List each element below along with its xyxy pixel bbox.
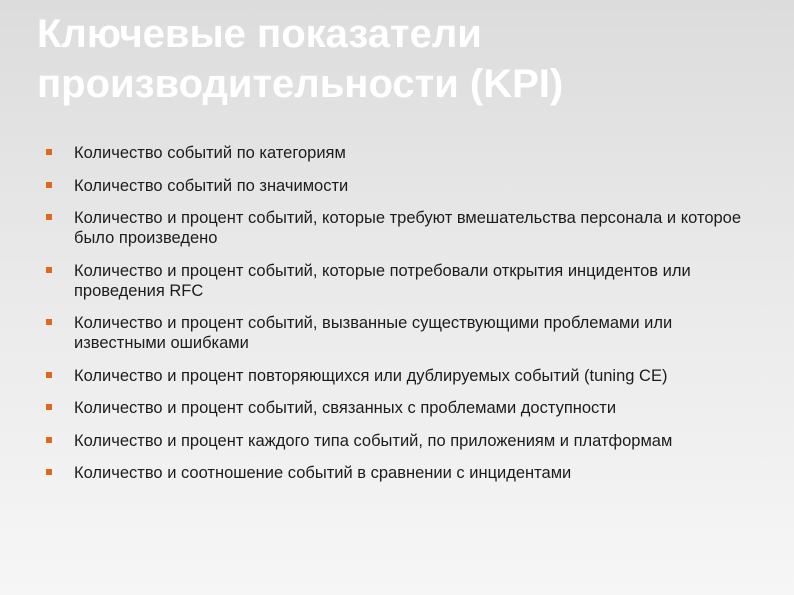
bullet-text: Количество и процент событий, которые требуют вмешательства персонала и которое было произведено	[74, 209, 742, 247]
bullet-text: Количество и процент событий, связанных с проблемами доступности	[74, 399, 617, 417]
bullet-item	[44, 208, 764, 248]
bullet-item	[44, 366, 764, 386]
bullet-item	[44, 261, 764, 301]
bullet-text: Количество и процент событий, вызванные существующими проблемами или известными ошибками	[74, 314, 673, 352]
bullet-item	[44, 463, 764, 483]
bullet-square-icon	[46, 214, 52, 220]
bullet-square-icon	[46, 404, 52, 410]
bullet-item	[44, 431, 764, 451]
bullet-square-icon	[46, 372, 52, 378]
bullet-text: Количество и процент событий, которые потребовали открытия инцидентов или проведения RFC	[74, 261, 691, 300]
bullet-item	[44, 143, 764, 163]
bullet-square-icon	[46, 437, 52, 443]
bullet-item	[44, 313, 764, 353]
bullet-item	[44, 176, 764, 196]
bullet-item	[44, 398, 764, 418]
bullet-text: Количество и процент повторяющихся или дублируемых событий (tuning CE)	[74, 366, 668, 385]
bullet-square-icon	[46, 182, 52, 188]
bullet-text: Количество и процент каждого типа событий, по приложениям и платформам	[74, 431, 673, 450]
bullet-square-icon	[46, 469, 52, 475]
bullet-text: Количество событий по категориям	[74, 144, 346, 162]
bullet-square-icon	[46, 267, 52, 273]
bullet-list	[44, 143, 764, 496]
bullet-square-icon	[46, 319, 52, 325]
slide-title: Ключевые показатели производительности (KPI)	[37, 12, 564, 106]
bullet-text: Количество событий по значимости	[74, 176, 349, 195]
bullet-square-icon	[46, 149, 52, 155]
bullet-text: Количество и соотношение событий в сравнении с инцидентами	[74, 464, 572, 482]
